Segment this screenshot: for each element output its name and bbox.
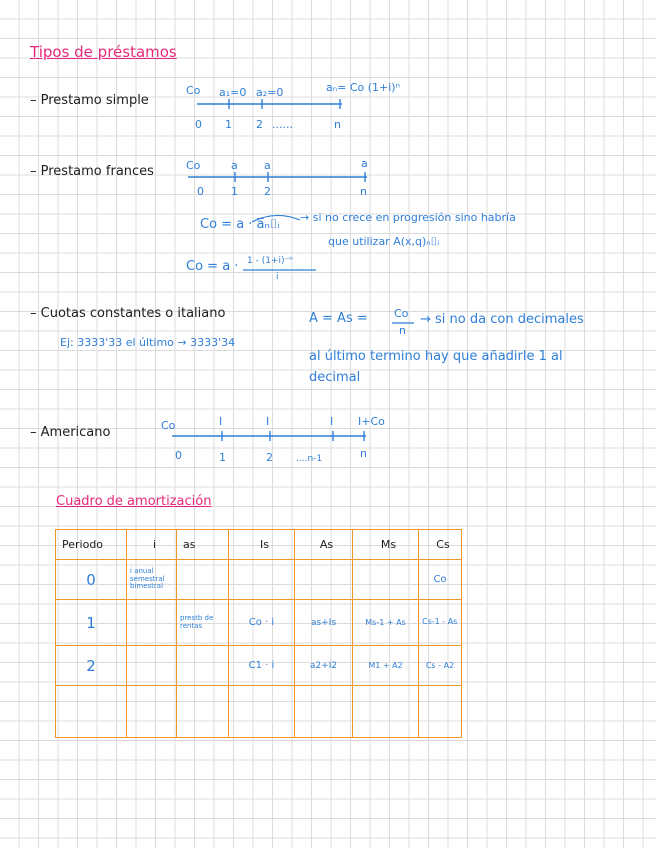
simple-bottom-n: n xyxy=(334,118,341,131)
cuadro-title: Cuadro de amortización xyxy=(56,494,212,509)
frances-note-2: que utilizar A(x,q)ₙ⌷ᵢ xyxy=(328,235,440,248)
cell-ms-1: Ms-1 + As xyxy=(353,600,419,646)
frances-top-0: Co xyxy=(186,159,201,172)
cuotas-formula: A = As = xyxy=(309,311,368,326)
table-header-row xyxy=(56,530,462,560)
simple-bottom-2: 2 xyxy=(256,118,263,131)
cell-cs-1-text: Cs-1 - As xyxy=(422,617,458,627)
cuotas-note: → si no da con decimales xyxy=(420,312,584,327)
cuotas-frac-den: n xyxy=(399,324,406,337)
amortization-table xyxy=(55,529,462,738)
header-periodo: Periodo xyxy=(56,530,127,560)
frances-formula-2-left: Co = a · xyxy=(186,259,239,274)
simple-bottom-1: 1 xyxy=(225,118,232,131)
simple-top-3: aₙ= Co (1+i)ⁿ xyxy=(326,81,400,94)
cell-empty-1 xyxy=(127,686,177,738)
frances-label: – Prestamo frances xyxy=(30,164,154,179)
americano-top-0: Co xyxy=(161,419,176,432)
cell-as-2 xyxy=(177,646,229,686)
cuotas-frac-num: Co xyxy=(394,307,409,320)
americano-top-2: I xyxy=(266,415,270,428)
cell-as-0 xyxy=(177,560,229,600)
cuotas-label: – Cuotas constantes o italiano xyxy=(30,306,226,321)
cell-as-upper-1: as+Is xyxy=(295,600,353,646)
cell-i-0 xyxy=(127,560,177,600)
americano-bottom-0: 0 xyxy=(175,449,182,462)
header-as: as xyxy=(177,530,229,560)
cell-cs-1 xyxy=(419,600,462,646)
cell-is-2: C1 · i xyxy=(229,646,295,686)
frances-note-1: → si no crece en progresión sino habría xyxy=(300,211,516,224)
frances-formula-1: Co = a · a̅ₙ⌷ᵢ xyxy=(200,217,280,232)
cell-empty-2 xyxy=(177,686,229,738)
frances-bottom-0: 0 xyxy=(197,185,204,198)
cell-i-2 xyxy=(127,646,177,686)
cell-empty-4 xyxy=(295,686,353,738)
simple-label: – Prestamo simple xyxy=(30,93,149,108)
cell-as-upper-2: a2+I2 xyxy=(295,646,353,686)
cell-ms-2: M1 + A2 xyxy=(353,646,419,686)
header-as-upper: As xyxy=(295,530,353,560)
frances-formula-2-num: 1 - (1+i)⁻ⁿ xyxy=(247,256,293,266)
cuotas-example: Ej: 3333'33 el último → 3333'34 xyxy=(60,336,236,349)
americano-bottom-n: n xyxy=(360,447,367,460)
simple-top-1: a₁=0 xyxy=(219,86,247,99)
cell-i-0-text: i anual semestral bimestral xyxy=(130,567,165,591)
frances-top-1: a xyxy=(231,159,238,172)
header-ms: Ms xyxy=(353,530,419,560)
header-i: i xyxy=(127,530,177,560)
cell-is-1: Co · i xyxy=(229,600,295,646)
cell-as-1 xyxy=(177,600,229,646)
cell-empty-3 xyxy=(229,686,295,738)
table-row xyxy=(56,646,462,686)
cell-is-0 xyxy=(229,560,295,600)
table-row xyxy=(56,686,462,738)
cuotas-note-3: decimal xyxy=(309,370,361,385)
cell-periodo-1: 1 xyxy=(56,600,127,646)
cell-periodo-0: 0 xyxy=(56,560,127,600)
americano-label: – Americano xyxy=(30,425,111,440)
americano-top-1: I xyxy=(219,415,223,428)
table-row xyxy=(56,560,462,600)
frances-top-2: a xyxy=(264,159,271,172)
cell-as-upper-0 xyxy=(295,560,353,600)
americano-bottom-dots: ....n-1 xyxy=(296,454,323,464)
frances-bottom-2: 2 xyxy=(264,185,271,198)
frances-bottom-1: 1 xyxy=(231,185,238,198)
simple-top-0: Co xyxy=(186,84,201,97)
americano-top-3: I xyxy=(330,415,334,428)
americano-bottom-1: 1 xyxy=(219,451,226,464)
simple-top-2: a₂=0 xyxy=(256,86,284,99)
cell-as-1-text: prestb de rentas xyxy=(180,614,214,630)
simple-bottom-0: 0 xyxy=(195,118,202,131)
frances-top-3: a xyxy=(361,157,368,170)
frances-formula-2-den: i xyxy=(276,272,279,282)
americano-bottom-2: 2 xyxy=(266,451,273,464)
header-cs: Cs xyxy=(419,530,462,560)
cell-empty-6 xyxy=(419,686,462,738)
cell-empty-0 xyxy=(56,686,127,738)
table-row xyxy=(56,600,462,646)
header-is: Is xyxy=(229,530,295,560)
cell-cs-2: Cs - A2 xyxy=(419,646,462,686)
americano-top-4: I+Co xyxy=(358,415,385,428)
cell-ms-0 xyxy=(353,560,419,600)
cell-i-1 xyxy=(127,600,177,646)
cell-empty-5 xyxy=(353,686,419,738)
cell-cs-0: Co xyxy=(419,560,462,600)
simple-bottom-dots: ...... xyxy=(272,118,293,131)
cell-periodo-2: 2 xyxy=(56,646,127,686)
page-title: Tipos de préstamos xyxy=(30,43,177,61)
frances-bottom-n: n xyxy=(360,185,367,198)
cuotas-note-2: al último termino hay que añadirle 1 al xyxy=(309,349,563,364)
